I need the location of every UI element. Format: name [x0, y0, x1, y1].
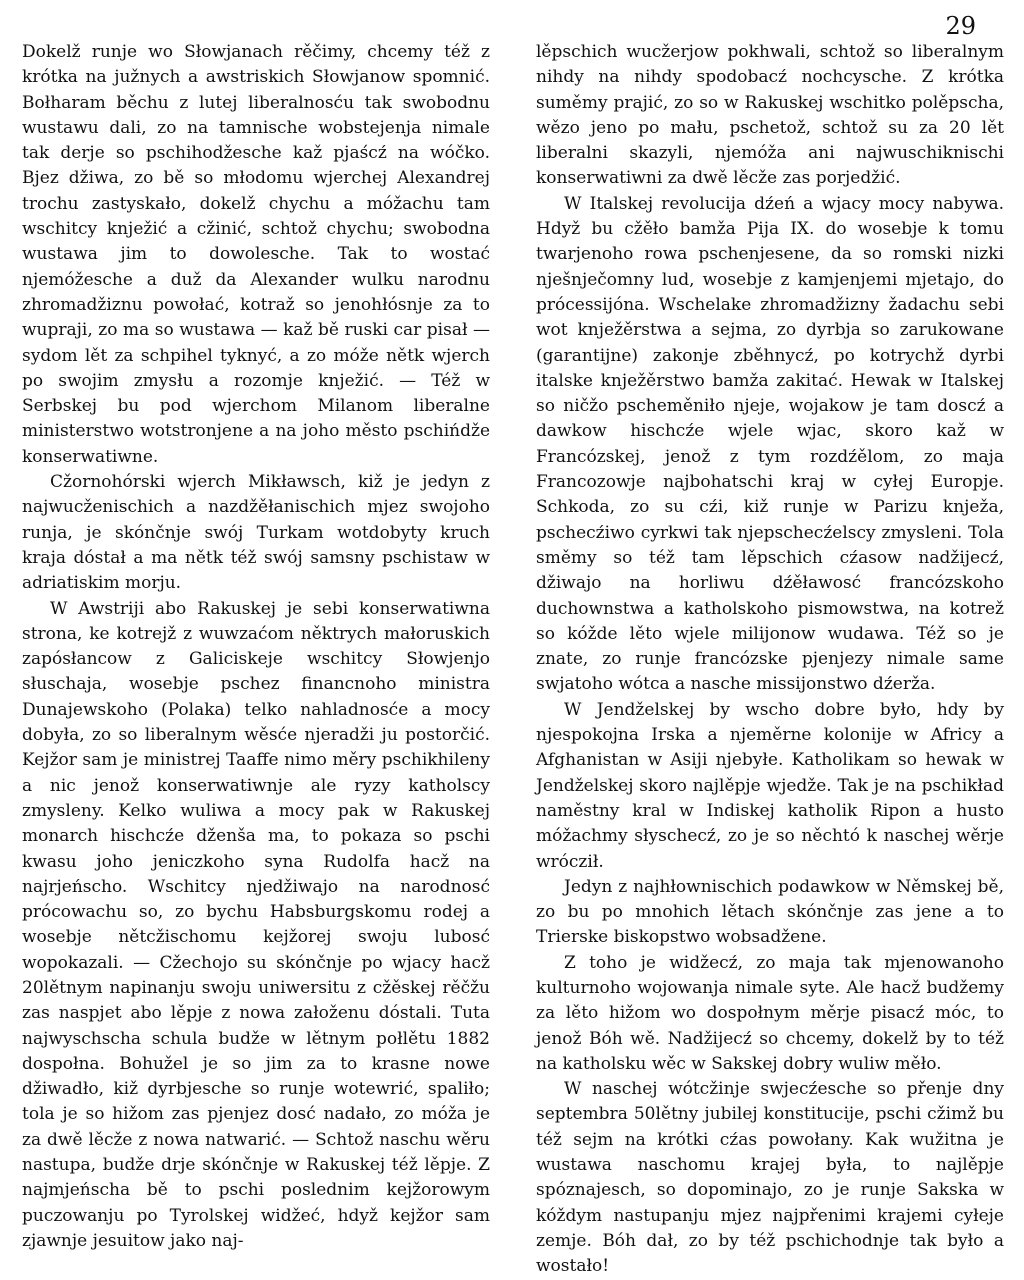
page-number: 29 — [945, 12, 976, 40]
left-column — [22, 40, 490, 1280]
paragraph: lěpschich wucžerjow pokhwali, schtož so liberalnym nihdy na nihdy spodobacź nochcysche. Z krótka suměmy prajić, zo so w Rakuskej wschitko polěpscha, wězo jeno po mału, pschetož, schtož su za 20 lět liberalni skazyli, njemóža ani najwuschiknischi konserwatiwni za dwě lěcže zas porjedžić. — [536, 42, 1004, 189]
paragraph: W Jendželskej by wscho dobre było, hdy by njespokojna Irska a njeměrne kolonije w Africy a Afghanistan w Asiji njebyłe. Katholikam so hewak w Jendželskej skoro najlěpje wjedže. Tak je na pschikład naměstny kral w Indiskej katholik Ripon a husto móžachmy słyschecź, zo je so něchtó k naschej wěrje wrócził. — [536, 699, 1004, 872]
paragraph: W Italskej revolucija dźeń a wjacy mocy nabywa. Hdyž bu cžěło bamža Pija IX. do wosebje k tomu twarjenoho rowa pschenjesene, da so romski nizki nješnječomny lud, wosebje z kamjenjemi mjetajo, do prócessijóna. Wschelake zhromadžizny žadachu sebi wot knježěrstwa a sejma, zo dyrbja so zarukowane (garantijne) zakonje zběhnycź, po kotrychž dyrbi italske knježěrstwo bamža zakitać. Hewak w Italskej so ničžo pscheměniło njeje, wojakow je tam doscź a dawkow hischcźe wjele wjac, skoro kaž w Francózskej, jenož z tym rozdźělom, zo maja Francozowje najbohatschi kraj w cyłej Europje. Schkoda, zo su cźi, kiž runje w Parizu knježa, pschecźiwo cyrkwi tak njepschecźelscy zmysleni. Tola směmy so též tam lěpschich cźasow nadžijecź, džiwajo na horliwu dźěławosć francózskoho duchownstwa a katholskoho pismowstwa, na kotrež so kóžde lěto wjele milijonow wudawa. Též so je znate, zo runje francózske pjenjezy nimale same swjatoho wótca a nasche missijonstwo dźerža. — [536, 193, 1004, 695]
paragraph: W Awstriji abo Rakuskej je sebi konserwatiwna strona, ke kotrejž z wuwzaćom něktrych małoruskich zapósłancow z Galiciskeje wschitcy Słowjenjo słuschaja, wosebje pschez financnoho ministra Dunajewskoho (Polaka) telko nahladnosće a mocy dobyła, zo so liberalnym wěsće njeradži ju postorčić. Kejžor sam je ministrej Taaffe nimo měry pschikhileny a nic jenož konserwatiwnje ale ryzy katholscy zmysleny. Kelko wuliwa a mocy pak w Rakuskej monarch hischcźe dženša ma, to pokaza so pschi kwasu joho jeniczkoho syna Rudolfa hacž na najrjeńscho. Wschitcy njedžiwajo na narodnosć prócowachu so, zo bychu Habsburgskomu rodej a wosebje nětcžischomu kejžorej swoju lubosć wopokazali. — Cžechojo su skónčnje po wjacy hacž 20lětnym napinanju swoju uniwersitu z cžěskej rěčžu zas naspjet abo lěpje z nowa załoženu dóstali. Tuta najwyschscha schula budže w lětnym połlětu 1882 dospołna. Bohužel je so jim za to krasne nowe džiwadło, kiž dyrbjesche so runje wotewrić, spaliło; tola je so hižom zas pjenjez dosć nadało, zo móža je za dwě lěcže z nowa natwarić. — Schtož naschu wěru nastupa, budže drje skónčnje w Rakuskej též lěpje. Z najmjeńscha bě to pschi poslednim kejžorowym puczowanju po Tyrolskej widžeć, hdyž kejžor sam zjawnje jesuitow jako naj- — [22, 598, 490, 1251]
text-columns — [22, 40, 1004, 1280]
paragraph: Dokelž runje wo Słowjanach rěčimy, chcemy též z krótka na južnych a awstriskich Słowjanow spomnić. Bołharam běchu z lutej liberalnosću tak swobodnu wustawu dali, zo na tamnische wobstejenja nimale tak derje so pschihodžesche kaž pjaścź na wóčko. Bjez džiwa, zo bě so młodomu wjerchej Alexandrej trochu zastyskało, dokelž chychu a móžachu tam wschitcy knježić a cžinić, schtož chychu; swobodna wustawa jim to dowolesche. Tak to wostać njemóžesche a duž da Alexander wulku narodnu zhromadžiznu powołać, kotraž so jenohłósnje za to wupraji, zo ma so wustawa — kaž bě ruski car pisał — sydom lět za schpihel tyknyć, a zo móže nětk wjerch po swojim zmysłu a rozomje knježić. — Též w Serbskej bu pod wjerchom Milanom liberalne ministerstwo wotstronjene a na joho město pschińdže konserwatiwne. — [22, 42, 490, 467]
paragraph: W naschej wótcžinje swjecźesche so přenje dny septembra 50lětny jubilej konstitucije, pschi cžimž bu též sejm na krótki cźas powołany. Kak wužitna je wustawa naschomu krajej była, to najlěpje spóznajesch, so dopominajo, zo je runje Sakska w kóždym nastupanju mjez najpřenimi krajemi cyłeje zemje. Bóh dał, zo by též pschichodnje tak było a wostało! — [536, 1079, 1004, 1277]
paragraph: Cžornohórski wjerch Mikławsch, kiž je jedyn z najwucženischich a nazdžěłanischich mjez swojoho runja, je skónčnje swój Turkam wotdobyty kruch kraja dóstał a ma nětk též swój samsny pschistaw w adriatiskim morju. — [22, 472, 490, 594]
paragraph: Z toho je widžecź, zo maja tak mjenowanoho kulturnoho wojowanja nimale syte. Ale hacž budžemy za lěto hižom wo dospołnym měrje pisacź móc, to jenož Bóh wě. Nadžijecź so chcemy, dokelž by to též na katholsku wěc w Sakskej dobry wuliw měło. — [536, 952, 1004, 1074]
right-column — [536, 40, 1004, 1280]
paragraph: Jedyn z najhłownischich podawkow w Němskej bě, zo bu po mnohich lětach skónčnje zas jene a to Trierske biskopstwo wobsadžene. — [536, 876, 1004, 948]
